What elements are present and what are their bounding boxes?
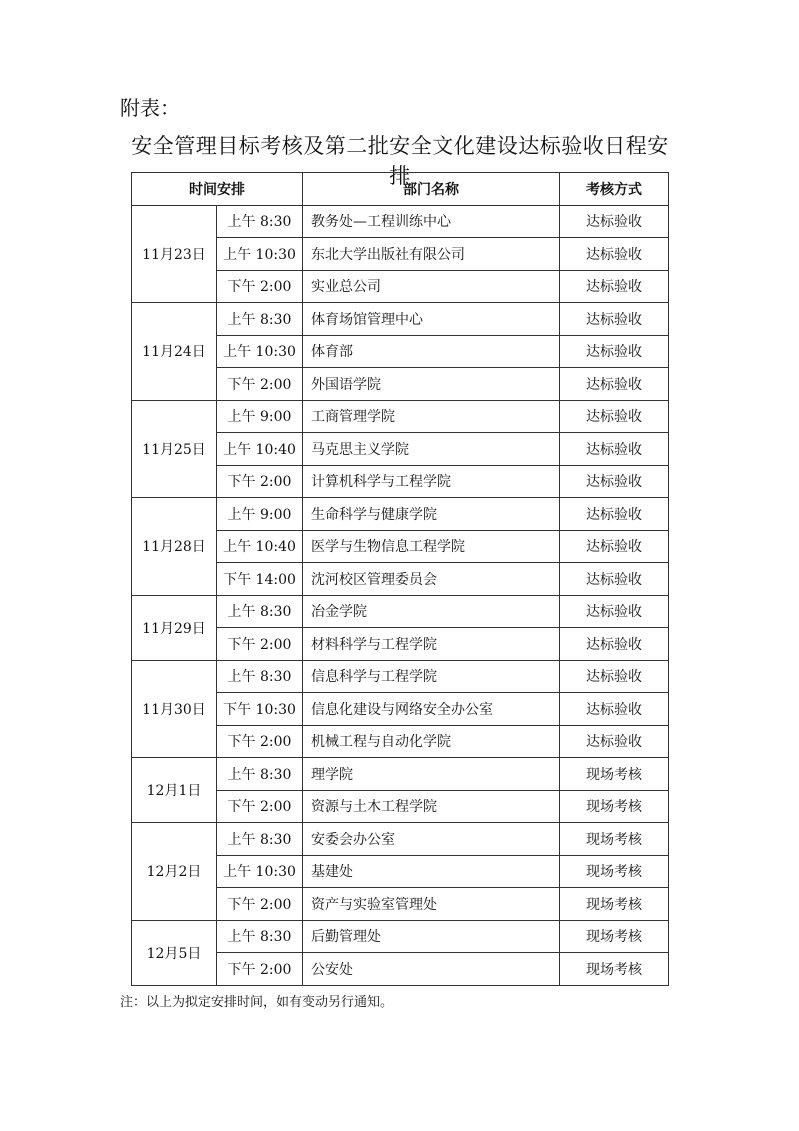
dept-cell: 计算机科学与工程学院 <box>303 465 560 498</box>
time-cell: 上午 8:30 <box>217 303 303 336</box>
date-cell: 11月24日 <box>132 303 217 401</box>
method-cell: 达标验收 <box>560 465 669 498</box>
dept-cell: 资产与实验室管理处 <box>303 888 560 921</box>
method-cell: 达标验收 <box>560 498 669 531</box>
method-cell: 达标验收 <box>560 368 669 401</box>
date-cell: 12月1日 <box>132 758 217 823</box>
time-cell: 下午 2:00 <box>217 725 303 758</box>
method-cell: 现场考核 <box>560 855 669 888</box>
dept-cell: 理学院 <box>303 758 560 791</box>
dept-cell: 教务处—工程训练中心 <box>303 205 560 238</box>
dept-cell: 工商管理学院 <box>303 400 560 433</box>
table-row <box>132 400 669 433</box>
dept-cell: 安委会办公室 <box>303 823 560 856</box>
method-cell: 达标验收 <box>560 530 669 563</box>
method-cell: 达标验收 <box>560 660 669 693</box>
time-cell: 上午 8:30 <box>217 758 303 791</box>
dept-cell: 信息化建设与网络安全办公室 <box>303 693 560 726</box>
date-cell: 12月2日 <box>132 823 217 921</box>
dept-cell: 基建处 <box>303 855 560 888</box>
method-cell: 现场考核 <box>560 823 669 856</box>
method-cell: 达标验收 <box>560 303 669 336</box>
dept-cell: 医学与生物信息工程学院 <box>303 530 560 563</box>
dept-cell: 生命科学与健康学院 <box>303 498 560 531</box>
dept-cell: 后勤管理处 <box>303 920 560 953</box>
attachment-label: 附表： <box>120 96 180 120</box>
footnote: 注：以上为拟定安排时间，如有变动另行通知。 <box>120 995 394 1010</box>
time-cell: 上午 10:30 <box>217 238 303 271</box>
time-cell: 下午 2:00 <box>217 953 303 986</box>
method-cell: 达标验收 <box>560 725 669 758</box>
method-cell: 达标验收 <box>560 595 669 628</box>
method-cell: 现场考核 <box>560 953 669 986</box>
time-cell: 下午 2:00 <box>217 888 303 921</box>
dept-cell: 机械工程与自动化学院 <box>303 725 560 758</box>
method-cell: 达标验收 <box>560 400 669 433</box>
time-cell: 下午 2:00 <box>217 270 303 303</box>
time-cell: 上午 9:00 <box>217 400 303 433</box>
date-cell: 11月25日 <box>132 400 217 498</box>
table-row <box>132 758 669 791</box>
dept-cell: 材料科学与工程学院 <box>303 628 560 661</box>
date-cell: 12月5日 <box>132 920 217 985</box>
table-body <box>132 205 669 985</box>
method-cell: 达标验收 <box>560 238 669 271</box>
time-cell: 下午 2:00 <box>217 368 303 401</box>
time-cell: 下午 2:00 <box>217 628 303 661</box>
dept-cell: 沈河校区管理委员会 <box>303 563 560 596</box>
time-cell: 下午 10:30 <box>217 693 303 726</box>
header-method: 考核方式 <box>560 173 669 206</box>
dept-cell: 信息科学与工程学院 <box>303 660 560 693</box>
dept-cell: 马克思主义学院 <box>303 433 560 466</box>
time-cell: 上午 8:30 <box>217 823 303 856</box>
method-cell: 达标验收 <box>560 693 669 726</box>
header-dept: 部门名称 <box>303 173 560 206</box>
header-time: 时间安排 <box>132 173 303 206</box>
table-row <box>132 205 669 238</box>
time-cell: 下午 2:00 <box>217 465 303 498</box>
time-cell: 上午 10:40 <box>217 530 303 563</box>
date-cell: 11月28日 <box>132 498 217 596</box>
table-row <box>132 920 669 953</box>
method-cell: 现场考核 <box>560 888 669 921</box>
dept-cell: 公安处 <box>303 953 560 986</box>
table-header-row <box>132 173 669 206</box>
method-cell: 达标验收 <box>560 335 669 368</box>
table-row <box>132 660 669 693</box>
time-cell: 上午 8:30 <box>217 660 303 693</box>
dept-cell: 实业总公司 <box>303 270 560 303</box>
method-cell: 现场考核 <box>560 758 669 791</box>
table-row <box>132 303 669 336</box>
schedule-table <box>131 172 669 986</box>
time-cell: 下午 14:00 <box>217 563 303 596</box>
time-cell: 上午 8:30 <box>217 205 303 238</box>
method-cell: 达标验收 <box>560 628 669 661</box>
date-cell: 11月29日 <box>132 595 217 660</box>
dept-cell: 体育场馆管理中心 <box>303 303 560 336</box>
method-cell: 现场考核 <box>560 790 669 823</box>
dept-cell: 外国语学院 <box>303 368 560 401</box>
dept-cell: 资源与土木工程学院 <box>303 790 560 823</box>
table-row <box>132 595 669 628</box>
date-cell: 11月30日 <box>132 660 217 758</box>
time-cell: 上午 9:00 <box>217 498 303 531</box>
method-cell: 达标验收 <box>560 433 669 466</box>
method-cell: 达标验收 <box>560 563 669 596</box>
method-cell: 现场考核 <box>560 920 669 953</box>
dept-cell: 冶金学院 <box>303 595 560 628</box>
time-cell: 上午 8:30 <box>217 595 303 628</box>
document-title: 安全管理目标考核及第二批安全文化建设达标验收日程安排 <box>131 134 669 188</box>
time-cell: 上午 8:30 <box>217 920 303 953</box>
dept-cell: 体育部 <box>303 335 560 368</box>
time-cell: 下午 2:00 <box>217 790 303 823</box>
table-row <box>132 498 669 531</box>
dept-cell: 东北大学出版社有限公司 <box>303 238 560 271</box>
time-cell: 上午 10:30 <box>217 855 303 888</box>
method-cell: 达标验收 <box>560 205 669 238</box>
table-row <box>132 823 669 856</box>
time-cell: 上午 10:40 <box>217 433 303 466</box>
method-cell: 达标验收 <box>560 270 669 303</box>
date-cell: 11月23日 <box>132 205 217 303</box>
time-cell: 上午 10:30 <box>217 335 303 368</box>
